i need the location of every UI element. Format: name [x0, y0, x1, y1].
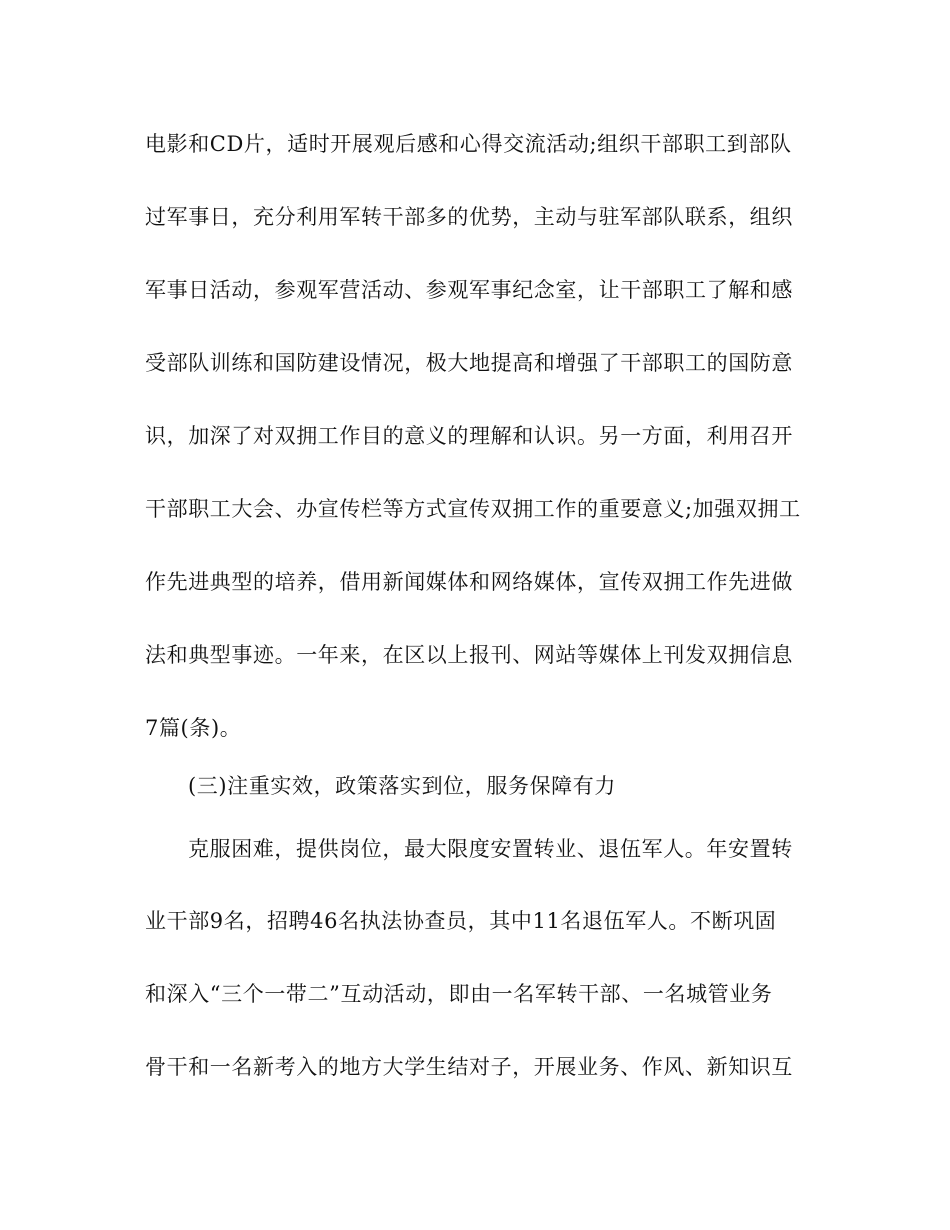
section-heading: (三)注重实效，政策落实到位，服务保障有力	[188, 774, 616, 798]
paragraph-line: 和深入“三个一带二”互动活动，即由一名军转干部、一名城管业务	[145, 982, 773, 1006]
paragraph-line: 识，加深了对双拥工作目的意义的理解和认识。另一方面，利用召开	[145, 424, 793, 448]
paragraph-line: 军事日活动，参观军营活动、参观军事纪念室，让干部职工了解和感	[145, 278, 793, 302]
paragraph-line: 7篇(条)。	[145, 716, 242, 740]
paragraph-line: 克服困难，提供岗位，最大限度安置转业、退伍军人。年安置转	[188, 837, 793, 861]
paragraph-line: 干部职工大会、办宣传栏等方式宣传双拥工作的重要意义;加强双拥工	[145, 497, 801, 521]
paragraph-line: 骨干和一名新考入的地方大学生结对子，开展业务、作风、新知识互	[145, 1055, 793, 1079]
paragraph-line: 电影和CD片，适时开展观后感和心得交流活动;组织干部职工到部队	[145, 132, 792, 156]
paragraph-line: 过军事日，充分利用军转干部多的优势，主动与驻军部队联系，组织	[145, 205, 793, 229]
paragraph-line: 法和典型事迹。一年来，在区以上报刊、网站等媒体上刊发双拥信息	[145, 643, 793, 667]
paragraph-line: 业干部9名，招聘46名执法协查员，其中11名退伍军人。不断巩固	[145, 909, 777, 933]
paragraph-line: 作先进典型的培养，借用新闻媒体和网络媒体，宣传双拥工作先进做	[145, 570, 793, 594]
paragraph-line: 受部队训练和国防建设情况，极大地提高和增强了干部职工的国防意	[145, 351, 793, 375]
